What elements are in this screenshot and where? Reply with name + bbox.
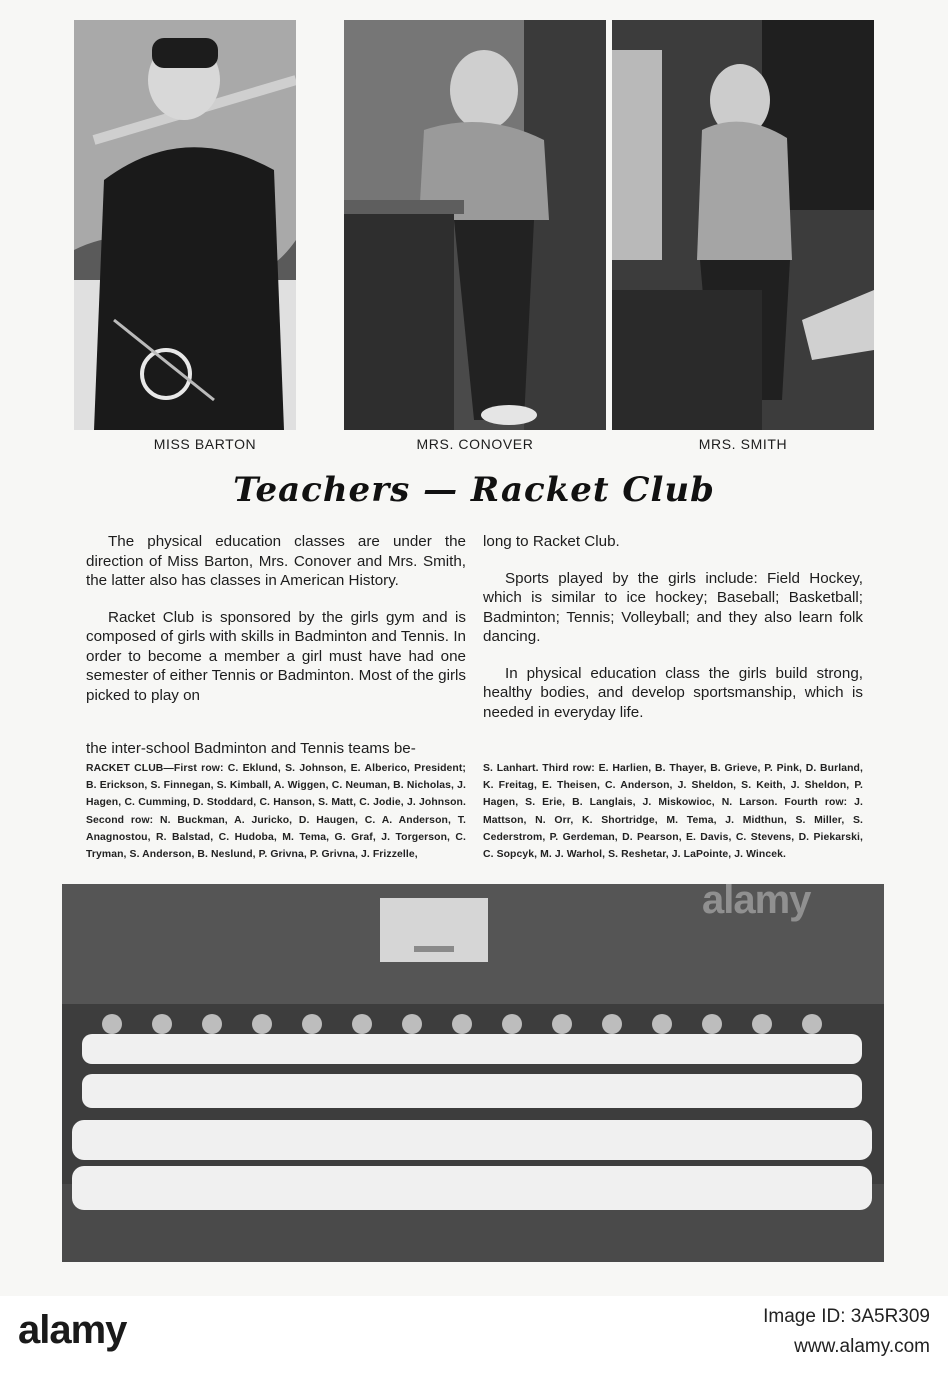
skier-photo-illustration [74,20,296,430]
paragraph-sports: Sports played by the girls include: Field Hockey, which is similar to ice hockey; Baseball; Basketball; Badminton; Tennis; Volleyball; and they also learn folk dancing. [483,569,863,645]
site-url[interactable]: www.alamy.com [794,1336,930,1357]
stock-footer [0,1296,948,1390]
left-column [86,532,466,776]
photo-racket-club-group [62,884,884,1262]
group-photo-illustration [62,884,884,1262]
watermark: alamy [702,884,811,922]
paragraph-racket-club: Racket Club is sponsored by the girls gym and is composed of girls with skills in Badminton and Tennis. In order to become a member a girl must have had one semester of either Tennis or Badminton. Most of the girls picked to play on [86,608,466,704]
paragraph-pe-classes: The physical education classes are under the direction of Miss Barton, Mrs. Conover and Mrs. Smith, the latter also has classes in American History. [86,533,466,589]
page-title: Teachers — Racket Club [233,470,715,510]
paragraph-interschool: the inter-school Badminton and Tennis teams be- [86,740,416,757]
paragraph-pe-class: In physical education class the girls build strong, healthy bodies, and develop sportsmanship, which is needed in everyday life. [483,664,863,721]
teacher-at-blackboard-illustration [612,20,874,430]
caption-mrs-conover: MRS. CONOVER [416,436,534,452]
alamy-logo: alamy [18,1308,127,1352]
roster-left: RACKET CLUB—First row: C. Eklund, S. Johnson, E. Alberico, President; B. Erickson, S. Finnegan, S. Kimball, A. Wiggen, C. Neuman, B. Nicholas, J. Hagen, C. Cumming, D. Stoddard, C. Hanson, S. Matt, C. Jodie, J. Johnson. Second row: N. Buckman, A. Juricko, D. Haugen, C. A. Anderson, T. Anagnostou, R. Balstad, C. Hudoba, M. Tema, G. Graf, J. Torgerson, C. Tryman, S. Anderson, B. Neslund, P. Grivna, P. Grivna, J. Frizzelle, [86,763,466,861]
right-column [483,532,863,739]
photo-mrs-smith [612,20,874,430]
photo-mrs-conover [344,20,606,430]
caption-mrs-smith: MRS. SMITH [698,436,788,452]
teacher-at-desk-illustration [344,20,606,430]
paragraph-long-to: long to Racket Club. [483,533,620,550]
image-id: Image ID: 3A5R309 [763,1306,930,1327]
photo-miss-barton [74,20,296,430]
caption-miss-barton: MISS BARTON [153,436,257,452]
roster-right: S. Lanhart. Third row: E. Harlien, B. Thayer, B. Grieve, P. Pink, D. Burland, K. Freitag, E. Theisen, C. Anderson, J. Sheldon, S. Keith, J. Sheldon, P. Hagen, S. Erie, B. Langlais, J. Miskowioc, N. Larson. Fourth row: J. Mattson, N. Orr, K. Shortridge, M. Tema, J. Midthun, S. Miller, S. Cederstrom, P. Gerdeman, D. Pearson, E. Davis, C. Stevens, D. Piekarski, C. Sopcyk, M. J. Warhol, S. Reshetar, J. LaPointe, J. Wincek. [483,763,863,861]
